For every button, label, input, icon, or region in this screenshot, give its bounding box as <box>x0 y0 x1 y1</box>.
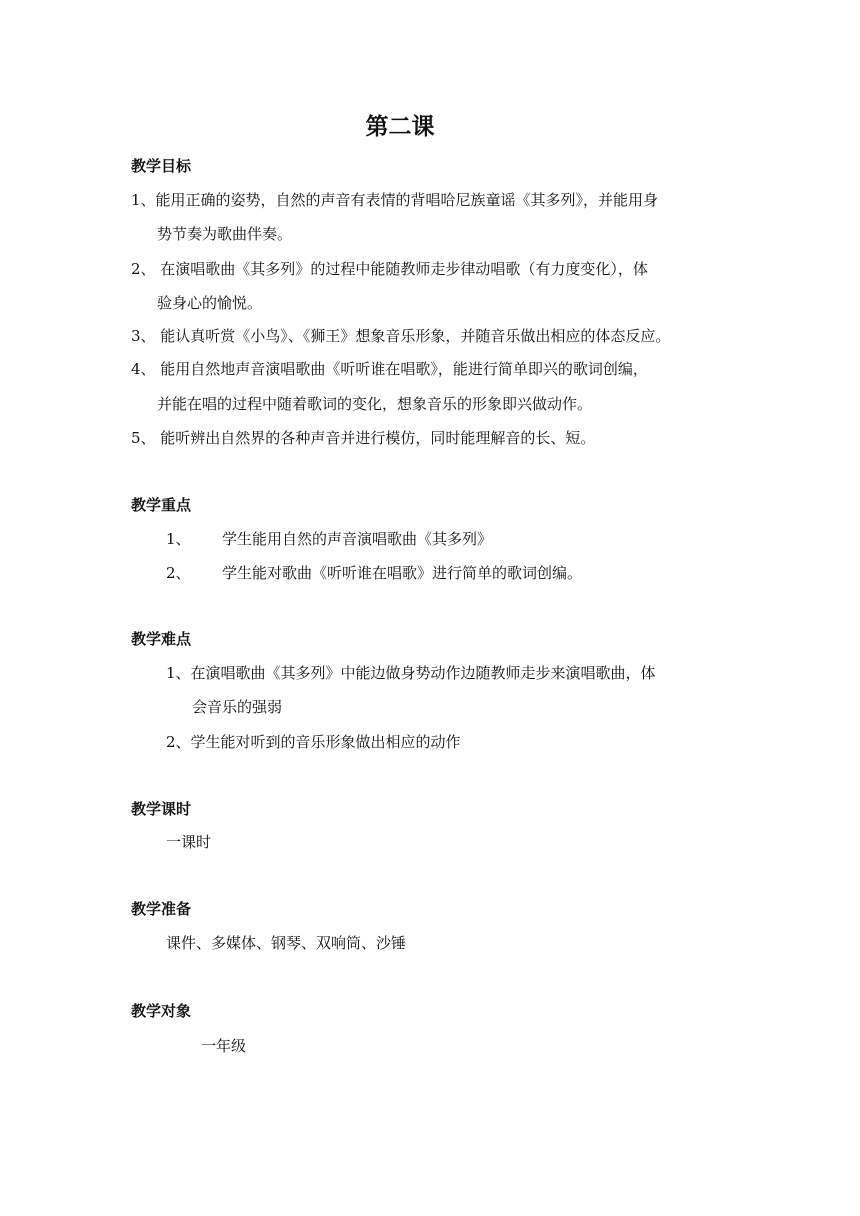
key-point-1-text: 学生能用自然的声音演唱歌曲《其多列》 <box>222 530 493 548</box>
key-point-1-number: 1、 <box>166 530 191 548</box>
preparation-text: 课件、多媒体、钢琴、双响筒、沙锤 <box>166 934 407 952</box>
hours-text: 一课时 <box>166 833 212 851</box>
preparation-heading: 教学准备 <box>131 900 192 918</box>
objective-2-line-2: 验身心的愉悦。 <box>157 294 263 312</box>
difficulty-1-line-2: 会音乐的强弱 <box>192 698 283 716</box>
objective-5-line-1: 5、 能听辨出自然界的各种声音并进行模仿，同时能理解音的长、短。 <box>131 429 596 447</box>
audience-text: 一年级 <box>201 1037 247 1055</box>
difficulty-2-line-1: 2、学生能对听到的音乐形象做出相应的动作 <box>166 733 461 751</box>
difficulty-1-line-1: 1、在演唱歌曲《其多列》中能边做身势动作边随教师走步来演唱歌曲，体 <box>166 664 656 682</box>
objective-1-line-1: 1、能用正确的姿势，自然的声音有表情的背唱哈尼族童谣《其多列》，并能用身 <box>131 191 659 209</box>
objectives-heading: 教学目标 <box>131 157 192 175</box>
objective-2-line-1: 2、 在演唱歌曲《其多列》的过程中能随教师走步律动唱歌（有力度变化），体 <box>131 260 648 278</box>
audience-heading: 教学对象 <box>131 1002 192 1020</box>
objective-1-line-2: 势节奏为歌曲伴奏。 <box>157 225 293 243</box>
objective-4-line-2: 并能在唱的过程中随着歌词的变化，想象音乐的形象即兴做动作。 <box>157 395 593 413</box>
key-point-2-number: 2、 <box>166 564 191 582</box>
difficulties-heading: 教学难点 <box>131 630 192 648</box>
key-point-2-text: 学生能对歌曲《听听谁在唱歌》进行简单的歌词创编。 <box>222 564 583 582</box>
objective-3-line-1: 3、 能认真听赏《小鸟》、《狮王》想象音乐形象，并随音乐做出相应的体态反应。 <box>131 327 671 345</box>
objective-4-line-1: 4、 能用自然地声音演唱歌曲《听听谁在唱歌》，能进行简单即兴的歌词创编， <box>131 360 648 378</box>
hours-heading: 教学课时 <box>131 800 192 818</box>
key-points-heading: 教学重点 <box>131 496 192 514</box>
page-title: 第二课 <box>365 114 435 140</box>
